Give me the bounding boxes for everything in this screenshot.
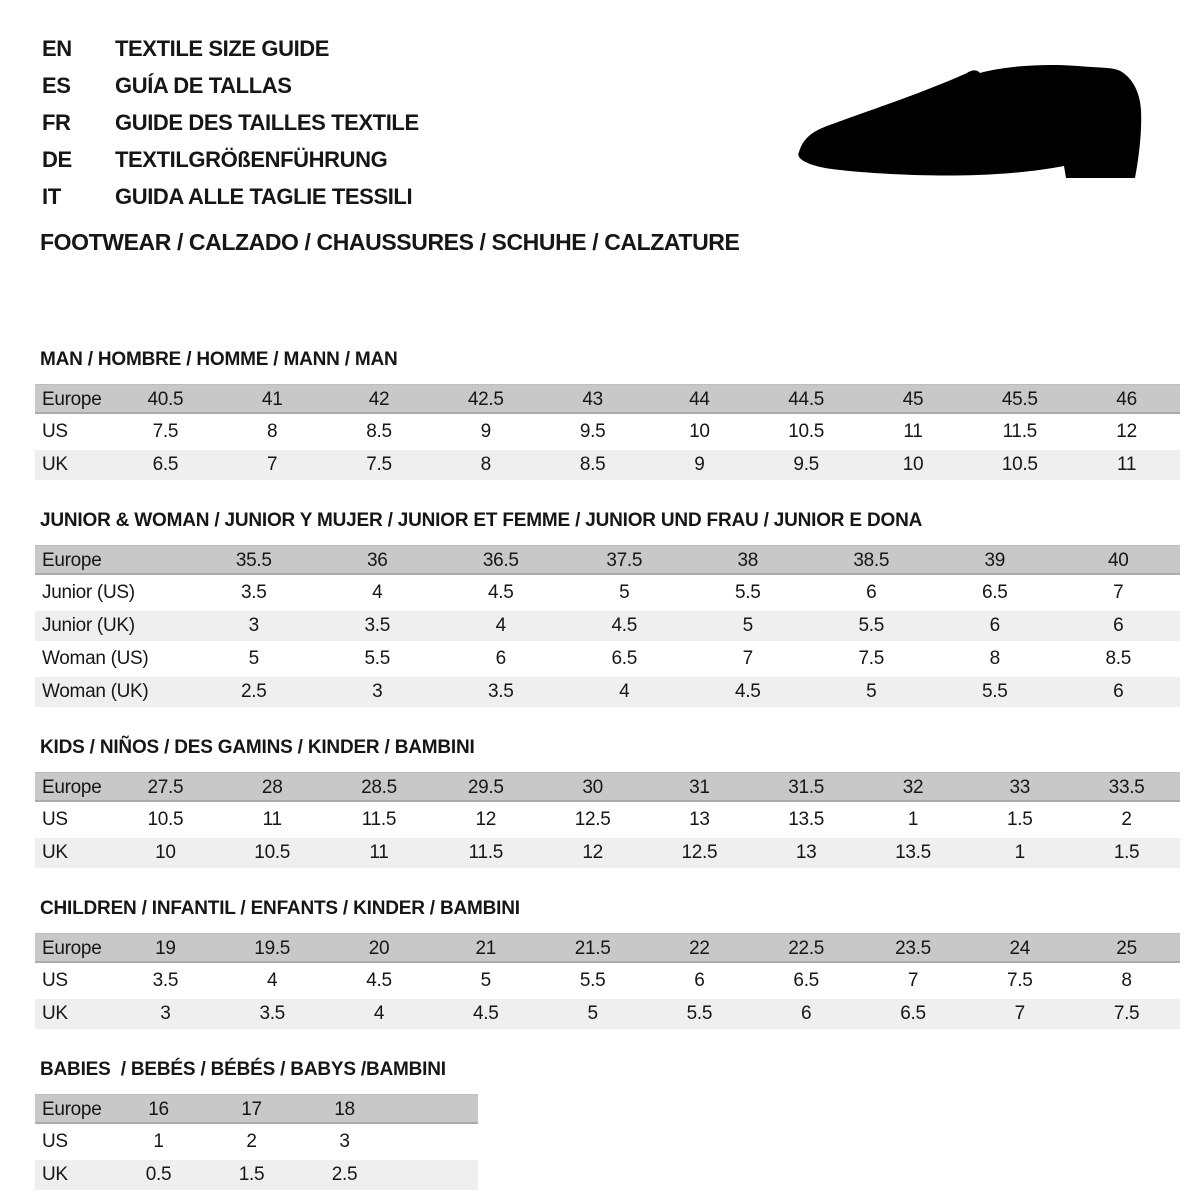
table-row xyxy=(35,450,1180,480)
size-cell: 5.5 xyxy=(686,1003,713,1024)
size-cell: 8 xyxy=(989,648,1000,669)
size-cell: 4.5 xyxy=(611,615,637,636)
size-cell: 22 xyxy=(689,938,710,959)
size-cell: 8.5 xyxy=(579,454,606,475)
size-cell: 38.5 xyxy=(853,550,890,571)
size-cell: 5.5 xyxy=(981,681,1008,702)
size-cell: 3.5 xyxy=(240,582,267,603)
size-cell: 44.5 xyxy=(788,389,825,410)
size-cell: 42.5 xyxy=(467,389,504,410)
size-cell: 11.5 xyxy=(468,842,503,863)
size-cell: 3 xyxy=(248,615,259,636)
size-cell: 11 xyxy=(1117,454,1137,475)
size-cell: 4.5 xyxy=(366,970,392,991)
size-cell: 32 xyxy=(902,777,924,798)
row-label: US xyxy=(42,1131,68,1152)
language-title: TEXTILGRÖßENFÜHRUNG xyxy=(115,147,388,172)
language-code: DE xyxy=(42,147,72,172)
size-cell: 4 xyxy=(619,681,630,702)
table-row xyxy=(35,1160,478,1190)
size-cell: 40 xyxy=(1107,550,1129,571)
size-cell: 45 xyxy=(902,389,924,410)
size-cell: 4 xyxy=(495,615,506,636)
size-cell: 6 xyxy=(866,582,877,603)
size-cell: 29.5 xyxy=(467,777,504,798)
size-cell: 30 xyxy=(582,777,603,798)
table-row xyxy=(35,545,1180,575)
size-cell: 2 xyxy=(246,1131,257,1152)
size-table xyxy=(35,1094,478,1190)
size-cell: 8.5 xyxy=(366,421,392,442)
table-row xyxy=(35,384,1180,414)
table-row xyxy=(35,644,1180,674)
size-cell: 4 xyxy=(372,582,383,603)
size-cell: 5 xyxy=(248,648,259,669)
size-cell: 5.5 xyxy=(734,582,761,603)
table-row xyxy=(35,578,1180,608)
size-cell: 10.5 xyxy=(147,809,184,830)
size-cell: 7.5 xyxy=(1007,970,1033,991)
size-table-section-babies xyxy=(35,1059,478,1190)
size-table xyxy=(35,772,1180,868)
size-cell: 46 xyxy=(1116,389,1137,410)
size-cell: 2.5 xyxy=(240,681,267,702)
size-cell: 5.5 xyxy=(858,615,884,636)
size-cell: 13 xyxy=(795,842,817,863)
size-cell: 33.5 xyxy=(1108,777,1145,798)
size-cell: 7 xyxy=(907,970,919,991)
size-cell: 11 xyxy=(262,809,282,830)
size-cell: 3 xyxy=(160,1003,171,1024)
size-cell: 3 xyxy=(339,1131,350,1152)
size-cell: 7.5 xyxy=(366,454,392,475)
row-label: Woman (US) xyxy=(42,648,149,669)
size-cell: 1.5 xyxy=(1113,842,1140,863)
size-cell: 21.5 xyxy=(574,938,611,959)
section-title: KIDS / NIÑOS / DES GAMINS / KINDER / BAMBINI xyxy=(40,737,475,758)
size-cell: 42 xyxy=(368,389,390,410)
size-cell: 4.5 xyxy=(487,582,514,603)
size-cell: 2 xyxy=(1121,809,1132,830)
size-cell: 6 xyxy=(1113,681,1124,702)
size-cell: 7.5 xyxy=(152,421,179,442)
size-cell: 3.5 xyxy=(259,1003,285,1024)
size-cell: 11 xyxy=(903,421,923,442)
size-cell: 12.5 xyxy=(681,842,718,863)
size-cell: 6 xyxy=(989,615,1000,636)
row-label: UK xyxy=(42,842,68,863)
size-cell: 11 xyxy=(369,842,389,863)
size-cell: 6 xyxy=(1113,615,1124,636)
size-cell: 6.5 xyxy=(793,970,819,991)
size-cell: 1.5 xyxy=(1007,809,1033,830)
size-cell: 9 xyxy=(480,421,491,442)
size-table-section-man xyxy=(35,349,1180,480)
table-row xyxy=(35,611,1180,641)
size-cell: 45.5 xyxy=(1001,389,1038,410)
size-cell: 12.5 xyxy=(574,809,611,830)
size-cell: 5.5 xyxy=(579,970,606,991)
size-cell: 7 xyxy=(267,454,278,475)
language-title: GUIDE DES TAILLES TEXTILE xyxy=(115,110,419,135)
size-cell: 8 xyxy=(267,421,278,442)
size-cell: 24 xyxy=(1009,938,1031,959)
size-cell: 36 xyxy=(366,550,388,571)
size-cell: 21 xyxy=(475,938,497,959)
size-cell: 2.5 xyxy=(331,1164,358,1185)
table-row xyxy=(35,417,1180,447)
size-cell: 44 xyxy=(689,389,710,410)
row-label: UK xyxy=(42,1003,68,1024)
size-cell: 6 xyxy=(694,970,705,991)
size-cell: 5 xyxy=(866,681,877,702)
size-cell: 18 xyxy=(334,1099,355,1120)
row-label: Junior (US) xyxy=(42,582,135,603)
language-code: IT xyxy=(42,184,61,209)
language-code: EN xyxy=(42,36,72,61)
table-row xyxy=(35,1094,478,1124)
size-cell: 38 xyxy=(737,550,759,571)
language-code: ES xyxy=(42,73,71,98)
size-cell: 10 xyxy=(689,421,710,442)
row-label: Europe xyxy=(42,938,102,959)
size-cell: 6.5 xyxy=(152,454,179,475)
size-table xyxy=(35,933,1180,1029)
size-cell: 3.5 xyxy=(152,970,179,991)
size-cell: 5 xyxy=(742,615,753,636)
size-cell: 25 xyxy=(1116,938,1137,959)
size-cell: 4 xyxy=(373,1003,385,1024)
size-cell: 5.5 xyxy=(364,648,390,669)
size-cell: 6 xyxy=(495,648,506,669)
size-cell: 28.5 xyxy=(361,777,397,798)
table-row xyxy=(35,838,1180,868)
size-cell: 5 xyxy=(587,1003,598,1024)
section-title: CHILDREN / INFANTIL / ENFANTS / KINDER / BAMBINI xyxy=(40,898,520,919)
size-table xyxy=(35,545,1180,707)
size-cell: 13.5 xyxy=(895,842,931,863)
size-table-section-junior_woman xyxy=(35,510,1180,707)
row-label: US xyxy=(42,970,68,991)
row-label: Europe xyxy=(42,389,102,410)
size-cell: 31.5 xyxy=(788,777,825,798)
row-label: UK xyxy=(42,454,68,475)
size-cell: 31 xyxy=(689,777,710,798)
size-cell: 12 xyxy=(582,842,603,863)
row-label: Europe xyxy=(42,550,102,571)
size-cell: 10.5 xyxy=(254,842,291,863)
row-label: Woman (UK) xyxy=(42,681,149,702)
shoe-icon xyxy=(795,60,1145,185)
size-cell: 9 xyxy=(694,454,705,475)
size-cell: 41 xyxy=(261,389,283,410)
row-label: Europe xyxy=(42,1099,102,1120)
section-title: BABIES / BEBÉS / BÉBÉS / BABYS /BAMBINI xyxy=(40,1059,446,1080)
language-code: FR xyxy=(42,110,71,135)
size-cell: 4 xyxy=(267,970,278,991)
size-cell: 7.5 xyxy=(1113,1003,1140,1024)
row-label: Junior (UK) xyxy=(42,615,135,636)
size-cell: 11.5 xyxy=(1002,421,1037,442)
size-table-section-kids xyxy=(35,737,1180,868)
size-cell: 35.5 xyxy=(235,550,272,571)
size-cell: 10 xyxy=(155,842,176,863)
category-line: FOOTWEAR / CALZADO / CHAUSSURES / SCHUHE / CALZATURE xyxy=(40,229,740,255)
size-cell: 12 xyxy=(1116,421,1137,442)
size-table-section-children xyxy=(35,898,1180,1029)
table-row xyxy=(35,966,1180,996)
size-cell: 28 xyxy=(261,777,283,798)
size-cell: 10 xyxy=(902,454,924,475)
size-cell: 1 xyxy=(153,1131,164,1152)
size-cell: 5 xyxy=(480,970,491,991)
table-row xyxy=(35,933,1180,963)
section-title: JUNIOR & WOMAN / JUNIOR Y MUJER / JUNIOR ET FEMME / JUNIOR UND FRAU / JUNIOR E DONA xyxy=(40,510,923,531)
size-cell: 39 xyxy=(984,550,1006,571)
size-cell: 33 xyxy=(1009,777,1031,798)
row-label: Europe xyxy=(42,777,102,798)
size-cell: 3.5 xyxy=(364,615,390,636)
size-cell: 6.5 xyxy=(981,582,1008,603)
size-cell: 20 xyxy=(368,938,390,959)
header xyxy=(0,0,1200,256)
language-title: TEXTILE SIZE GUIDE xyxy=(115,36,330,61)
table-row xyxy=(35,1127,478,1157)
size-cell: 7 xyxy=(1014,1003,1025,1024)
table-row xyxy=(35,772,1180,802)
size-cell: 36.5 xyxy=(482,550,519,571)
size-cell: 10.5 xyxy=(1001,454,1038,475)
size-cell: 6.5 xyxy=(900,1003,926,1024)
row-label: US xyxy=(42,421,68,442)
size-cell: 8 xyxy=(1121,970,1132,991)
size-cell: 16 xyxy=(148,1099,169,1120)
size-cell: 0.5 xyxy=(145,1164,172,1185)
table-row xyxy=(35,999,1180,1029)
language-title: GUIDA ALLE TAGLIE TESSILI xyxy=(115,184,413,209)
size-cell: 9.5 xyxy=(579,421,606,442)
size-cell: 8.5 xyxy=(1105,648,1131,669)
size-cell: 8 xyxy=(480,454,491,475)
size-cell: 11.5 xyxy=(361,809,397,830)
table-row xyxy=(35,677,1180,707)
size-cell: 17 xyxy=(241,1099,262,1120)
size-cell: 37.5 xyxy=(606,550,643,571)
size-cell: 6.5 xyxy=(611,648,637,669)
size-cell: 3 xyxy=(372,681,383,702)
row-label: US xyxy=(42,809,68,830)
size-cell: 1 xyxy=(907,809,919,830)
size-cell: 22.5 xyxy=(788,938,825,959)
size-cell: 13.5 xyxy=(788,809,825,830)
size-cell: 3.5 xyxy=(487,681,514,702)
language-title: GUÍA DE TALLAS xyxy=(115,73,292,98)
size-cell: 27.5 xyxy=(147,777,184,798)
size-cell: 1 xyxy=(1014,842,1025,863)
size-cell: 23.5 xyxy=(895,938,931,959)
size-cell: 4.5 xyxy=(473,1003,499,1024)
size-cell: 12 xyxy=(475,809,497,830)
size-cell: 9.5 xyxy=(793,454,819,475)
row-label: UK xyxy=(42,1164,68,1185)
section-title: MAN / HOMBRE / HOMME / MANN / MAN xyxy=(40,349,398,370)
size-cell: 19.5 xyxy=(254,938,291,959)
size-cell: 5 xyxy=(619,582,630,603)
size-cell: 13 xyxy=(689,809,710,830)
size-cell: 7 xyxy=(742,648,753,669)
size-tables xyxy=(0,349,1200,1190)
size-cell: 6 xyxy=(801,1003,812,1024)
size-cell: 7.5 xyxy=(858,648,884,669)
size-cell: 10.5 xyxy=(788,421,825,442)
size-cell: 1.5 xyxy=(238,1164,265,1185)
size-cell: 7 xyxy=(1113,582,1124,603)
size-cell: 4.5 xyxy=(734,681,761,702)
size-cell: 19 xyxy=(155,938,176,959)
size-table xyxy=(35,384,1180,480)
size-cell: 40.5 xyxy=(147,389,184,410)
table-row xyxy=(35,805,1180,835)
size-cell: 43 xyxy=(582,389,603,410)
